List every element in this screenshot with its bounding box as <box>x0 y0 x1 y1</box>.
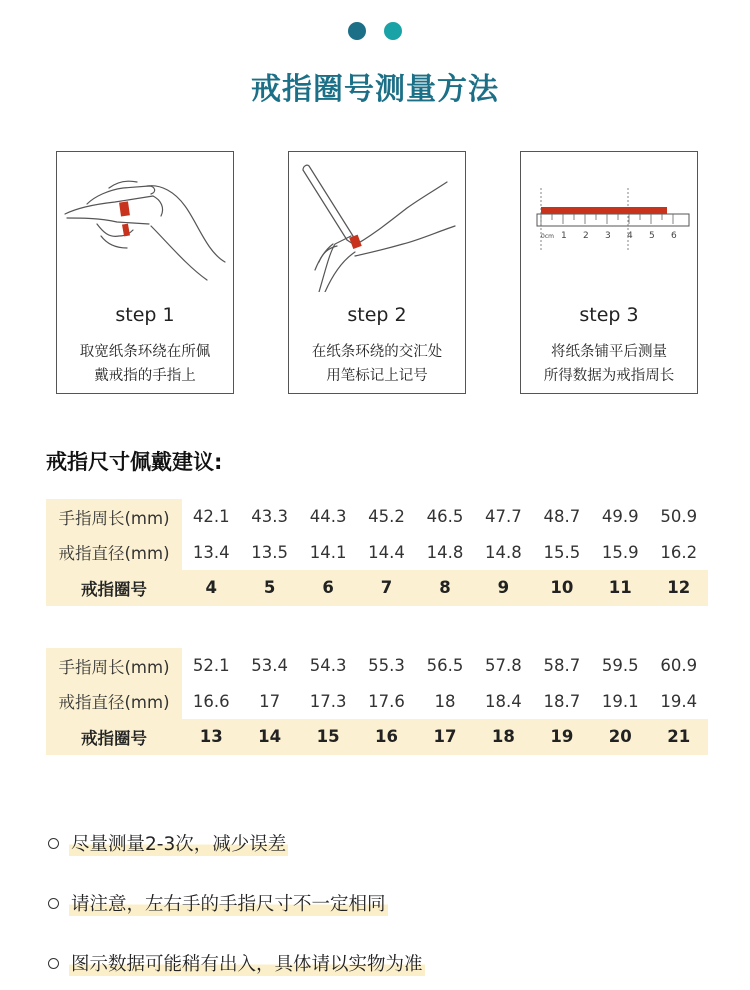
table-cell: 47.7 <box>485 507 522 527</box>
row-header: 手指周长(mm) <box>46 648 182 684</box>
table-cell: 43.3 <box>251 507 289 527</box>
tip-item <box>48 950 425 976</box>
table-cell: 56.5 <box>426 656 464 676</box>
row-header: 戒指圈号 <box>46 570 182 606</box>
table-cell: 16 <box>375 727 399 747</box>
step-description <box>63 340 227 388</box>
table-cell: 14.8 <box>485 542 522 562</box>
table-cell: 5 <box>263 578 276 598</box>
table-cell: 11 <box>608 578 632 598</box>
step-desc-line: 戴戒指的手指上 <box>94 368 196 384</box>
table-cell: 17.6 <box>368 691 405 711</box>
row-header: 戒指直径(mm) <box>46 684 182 720</box>
table-cell: 18 <box>491 727 515 747</box>
ring-size-row <box>46 719 708 755</box>
row-header: 戒指直径(mm) <box>46 535 182 571</box>
table-cell: 52.1 <box>192 656 230 676</box>
table-cell: 19 <box>550 727 574 747</box>
table-cell: 13.5 <box>251 542 289 562</box>
table-cell: 12 <box>667 578 691 598</box>
tip-item <box>48 890 388 916</box>
table-cell: 8 <box>439 578 451 598</box>
step-card-3 <box>520 151 698 394</box>
tip-text: 尽量测量2-3次，减少误差 <box>69 830 288 856</box>
table-cell: 53.4 <box>251 656 289 676</box>
header-dots <box>0 22 750 40</box>
hand-with-paper-strip-icon <box>57 152 233 292</box>
table-cell: 16.2 <box>660 542 698 562</box>
ruler-tick-label: 5 <box>649 231 655 241</box>
table-cell: 13.4 <box>192 542 230 562</box>
step-label: step 1 <box>115 304 175 326</box>
step-desc-line: 用笔标记上记号 <box>326 368 428 384</box>
step-card-2 <box>288 151 466 394</box>
size-table-2 <box>46 648 708 755</box>
table-cell: 18.7 <box>543 691 581 711</box>
ruler-tick-label: 1 <box>561 231 567 241</box>
tip-item <box>48 830 288 856</box>
tip-text: 图示数据可能稍有出入，具体请以实物为准 <box>69 950 425 976</box>
ruler-tick-label: 3 <box>605 231 611 241</box>
ruler-tick-label: 4 <box>627 231 633 241</box>
table-cell: 15.5 <box>543 542 581 562</box>
table-cell: 57.8 <box>485 656 522 676</box>
table-cell: 7 <box>380 578 393 598</box>
diameter-row <box>46 535 708 571</box>
table-cell: 9 <box>497 578 510 598</box>
table-cell: 17.3 <box>309 691 347 711</box>
dark-teal-dot <box>348 22 366 40</box>
table-cell: 18.4 <box>485 691 522 711</box>
table-cell: 55.3 <box>368 656 405 676</box>
table-cell: 17 <box>259 691 281 711</box>
step-description <box>527 340 691 388</box>
circle-bullet-icon <box>48 958 59 969</box>
hand-with-pen-marking-icon <box>289 152 465 292</box>
table-cell: 16.6 <box>192 691 230 711</box>
diameter-row <box>46 684 708 720</box>
ruler-unit-label: 0cm <box>541 233 554 240</box>
table-cell: 60.9 <box>660 656 698 676</box>
step-label: step 3 <box>579 304 639 326</box>
ruler-with-strip-icon <box>521 152 697 292</box>
step-desc-line: 所得数据为戒指周长 <box>543 368 675 384</box>
table-cell: 14 <box>258 727 282 747</box>
table-cell: 44.3 <box>309 507 347 527</box>
step-desc-line: 在纸条环绕的交汇处 <box>311 344 443 360</box>
ring-size-row <box>46 570 708 606</box>
table-cell: 6 <box>322 578 334 598</box>
table-cell: 17 <box>433 727 457 747</box>
step-label: step 2 <box>347 304 407 326</box>
table-cell: 42.1 <box>192 507 230 527</box>
row-header: 戒指圈号 <box>46 719 182 755</box>
circle-bullet-icon <box>48 838 59 849</box>
page-title: 戒指圈号测量方法 <box>251 72 499 107</box>
table-cell: 49.9 <box>601 507 639 527</box>
table-cell: 14.1 <box>309 542 347 562</box>
table-cell: 15.9 <box>601 542 639 562</box>
table-cell: 13 <box>199 727 223 747</box>
circumference-row <box>46 648 708 684</box>
step-description <box>295 340 459 388</box>
section-title: 戒指尺寸佩戴建议: <box>46 450 223 474</box>
row-header: 手指周长(mm) <box>46 499 182 535</box>
ruler-tick-label: 6 <box>671 231 677 241</box>
table-cell: 54.3 <box>309 656 347 676</box>
table-cell: 21 <box>667 727 691 747</box>
table-cell: 58.7 <box>543 656 581 676</box>
table-cell: 59.5 <box>601 656 639 676</box>
light-teal-dot <box>384 22 402 40</box>
table-cell: 14.8 <box>426 542 464 562</box>
table-cell: 19.4 <box>660 691 698 711</box>
table-cell: 45.2 <box>368 507 405 527</box>
circumference-row <box>46 499 708 535</box>
table-cell: 18 <box>434 691 456 711</box>
ruler-tick-label: 2 <box>583 231 589 241</box>
size-table-1 <box>46 499 708 606</box>
table-cell: 4 <box>205 578 217 598</box>
table-cell: 14.4 <box>368 542 405 562</box>
table-cell: 50.9 <box>660 507 698 527</box>
table-cell: 10 <box>550 578 574 598</box>
step-desc-line: 将纸条铺平后测量 <box>551 344 667 360</box>
table-cell: 19.1 <box>601 691 639 711</box>
table-cell: 46.5 <box>426 507 464 527</box>
tip-text: 请注意，左右手的手指尺寸不一定相同 <box>69 890 388 916</box>
table-cell: 20 <box>608 727 632 747</box>
step-desc-line: 取宽纸条环绕在所佩 <box>79 344 211 360</box>
step-card-1 <box>56 151 234 394</box>
circle-bullet-icon <box>48 898 59 909</box>
table-cell: 15 <box>316 727 340 747</box>
table-cell: 48.7 <box>543 507 581 527</box>
